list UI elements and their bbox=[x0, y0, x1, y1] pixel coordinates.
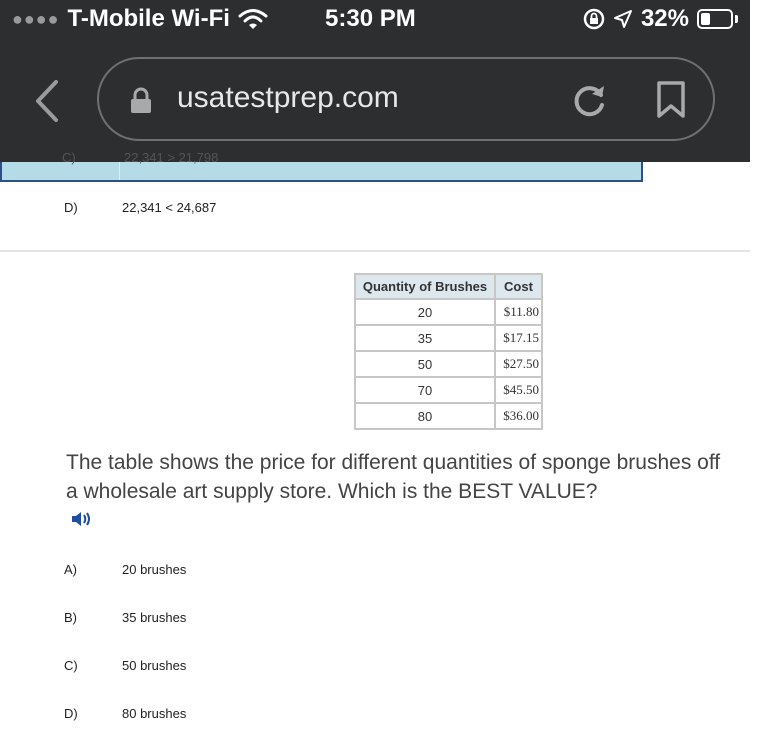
status-left bbox=[12, 5, 268, 33]
rotation-lock-icon bbox=[583, 8, 605, 30]
question-text bbox=[66, 448, 766, 506]
quantity-cell: 35 bbox=[355, 325, 495, 351]
answer-b-text[interactable]: 35 brushes bbox=[122, 610, 187, 625]
question-divider bbox=[0, 250, 750, 252]
battery-icon bbox=[697, 9, 733, 29]
table-header-row bbox=[355, 274, 542, 299]
header-cost: Cost bbox=[495, 274, 542, 299]
table-row bbox=[355, 325, 542, 351]
cost-cell: $45.50 bbox=[495, 377, 542, 403]
table-row bbox=[355, 403, 542, 429]
address-bar[interactable] bbox=[97, 57, 715, 141]
answer-d-label[interactable]: D) bbox=[64, 706, 78, 721]
cost-cell: $27.50 bbox=[495, 351, 542, 377]
table-row bbox=[355, 351, 542, 377]
cost-cell: $36.00 bbox=[495, 403, 542, 429]
back-chevron-icon[interactable] bbox=[32, 76, 62, 126]
partial-option-text: 22,341 > 21,798 bbox=[124, 150, 219, 165]
quantity-cell: 50 bbox=[355, 351, 495, 377]
location-arrow-icon bbox=[613, 9, 633, 29]
brush-price-table bbox=[354, 273, 543, 430]
lock-icon bbox=[129, 87, 153, 115]
quantity-cell: 70 bbox=[355, 377, 495, 403]
answer-a-label[interactable]: A) bbox=[64, 562, 77, 577]
bookmark-icon[interactable] bbox=[656, 81, 686, 119]
answer-d-text[interactable]: 80 brushes bbox=[122, 706, 187, 721]
question-line-2: a wholesale art supply store. Which is the BEST VALUE? bbox=[66, 480, 598, 503]
url-text: usatestprep.com bbox=[177, 81, 399, 114]
carrier-name: T-Mobile Wi-Fi bbox=[67, 5, 230, 32]
status-bar bbox=[0, 0, 750, 40]
browser-toolbar bbox=[0, 40, 750, 162]
table-row bbox=[355, 299, 542, 325]
question-line-1: The table shows the price for different quantities of sponge brushes off bbox=[66, 451, 721, 474]
prev-option-d-text[interactable]: 22,341 < 24,687 bbox=[122, 200, 217, 215]
audio-speaker-icon[interactable] bbox=[70, 510, 94, 528]
selected-answer-row[interactable] bbox=[0, 150, 643, 182]
wifi-icon bbox=[238, 8, 268, 30]
answer-b-label[interactable]: B) bbox=[64, 610, 77, 625]
reload-icon[interactable] bbox=[571, 81, 609, 119]
cost-cell: $11.80 bbox=[495, 299, 542, 325]
partial-option-label: C) bbox=[62, 150, 76, 165]
signal-dots-icon: ●●●● bbox=[12, 8, 60, 29]
battery-percent: 32% bbox=[640, 5, 689, 32]
battery-tip bbox=[735, 15, 738, 23]
quantity-cell: 20 bbox=[355, 299, 495, 325]
status-right bbox=[583, 5, 738, 33]
table-row bbox=[355, 377, 542, 403]
header-quantity: Quantity of Brushes bbox=[355, 274, 495, 299]
prev-option-d-label[interactable]: D) bbox=[64, 200, 78, 215]
answer-a-text[interactable]: 20 brushes bbox=[122, 562, 187, 577]
clock: 5:30 PM bbox=[325, 5, 416, 32]
cost-cell: $17.15 bbox=[495, 325, 542, 351]
answer-c-text[interactable]: 50 brushes bbox=[122, 658, 187, 673]
row-separator bbox=[119, 162, 120, 180]
quantity-cell: 80 bbox=[355, 403, 495, 429]
answer-c-label[interactable]: C) bbox=[64, 658, 78, 673]
